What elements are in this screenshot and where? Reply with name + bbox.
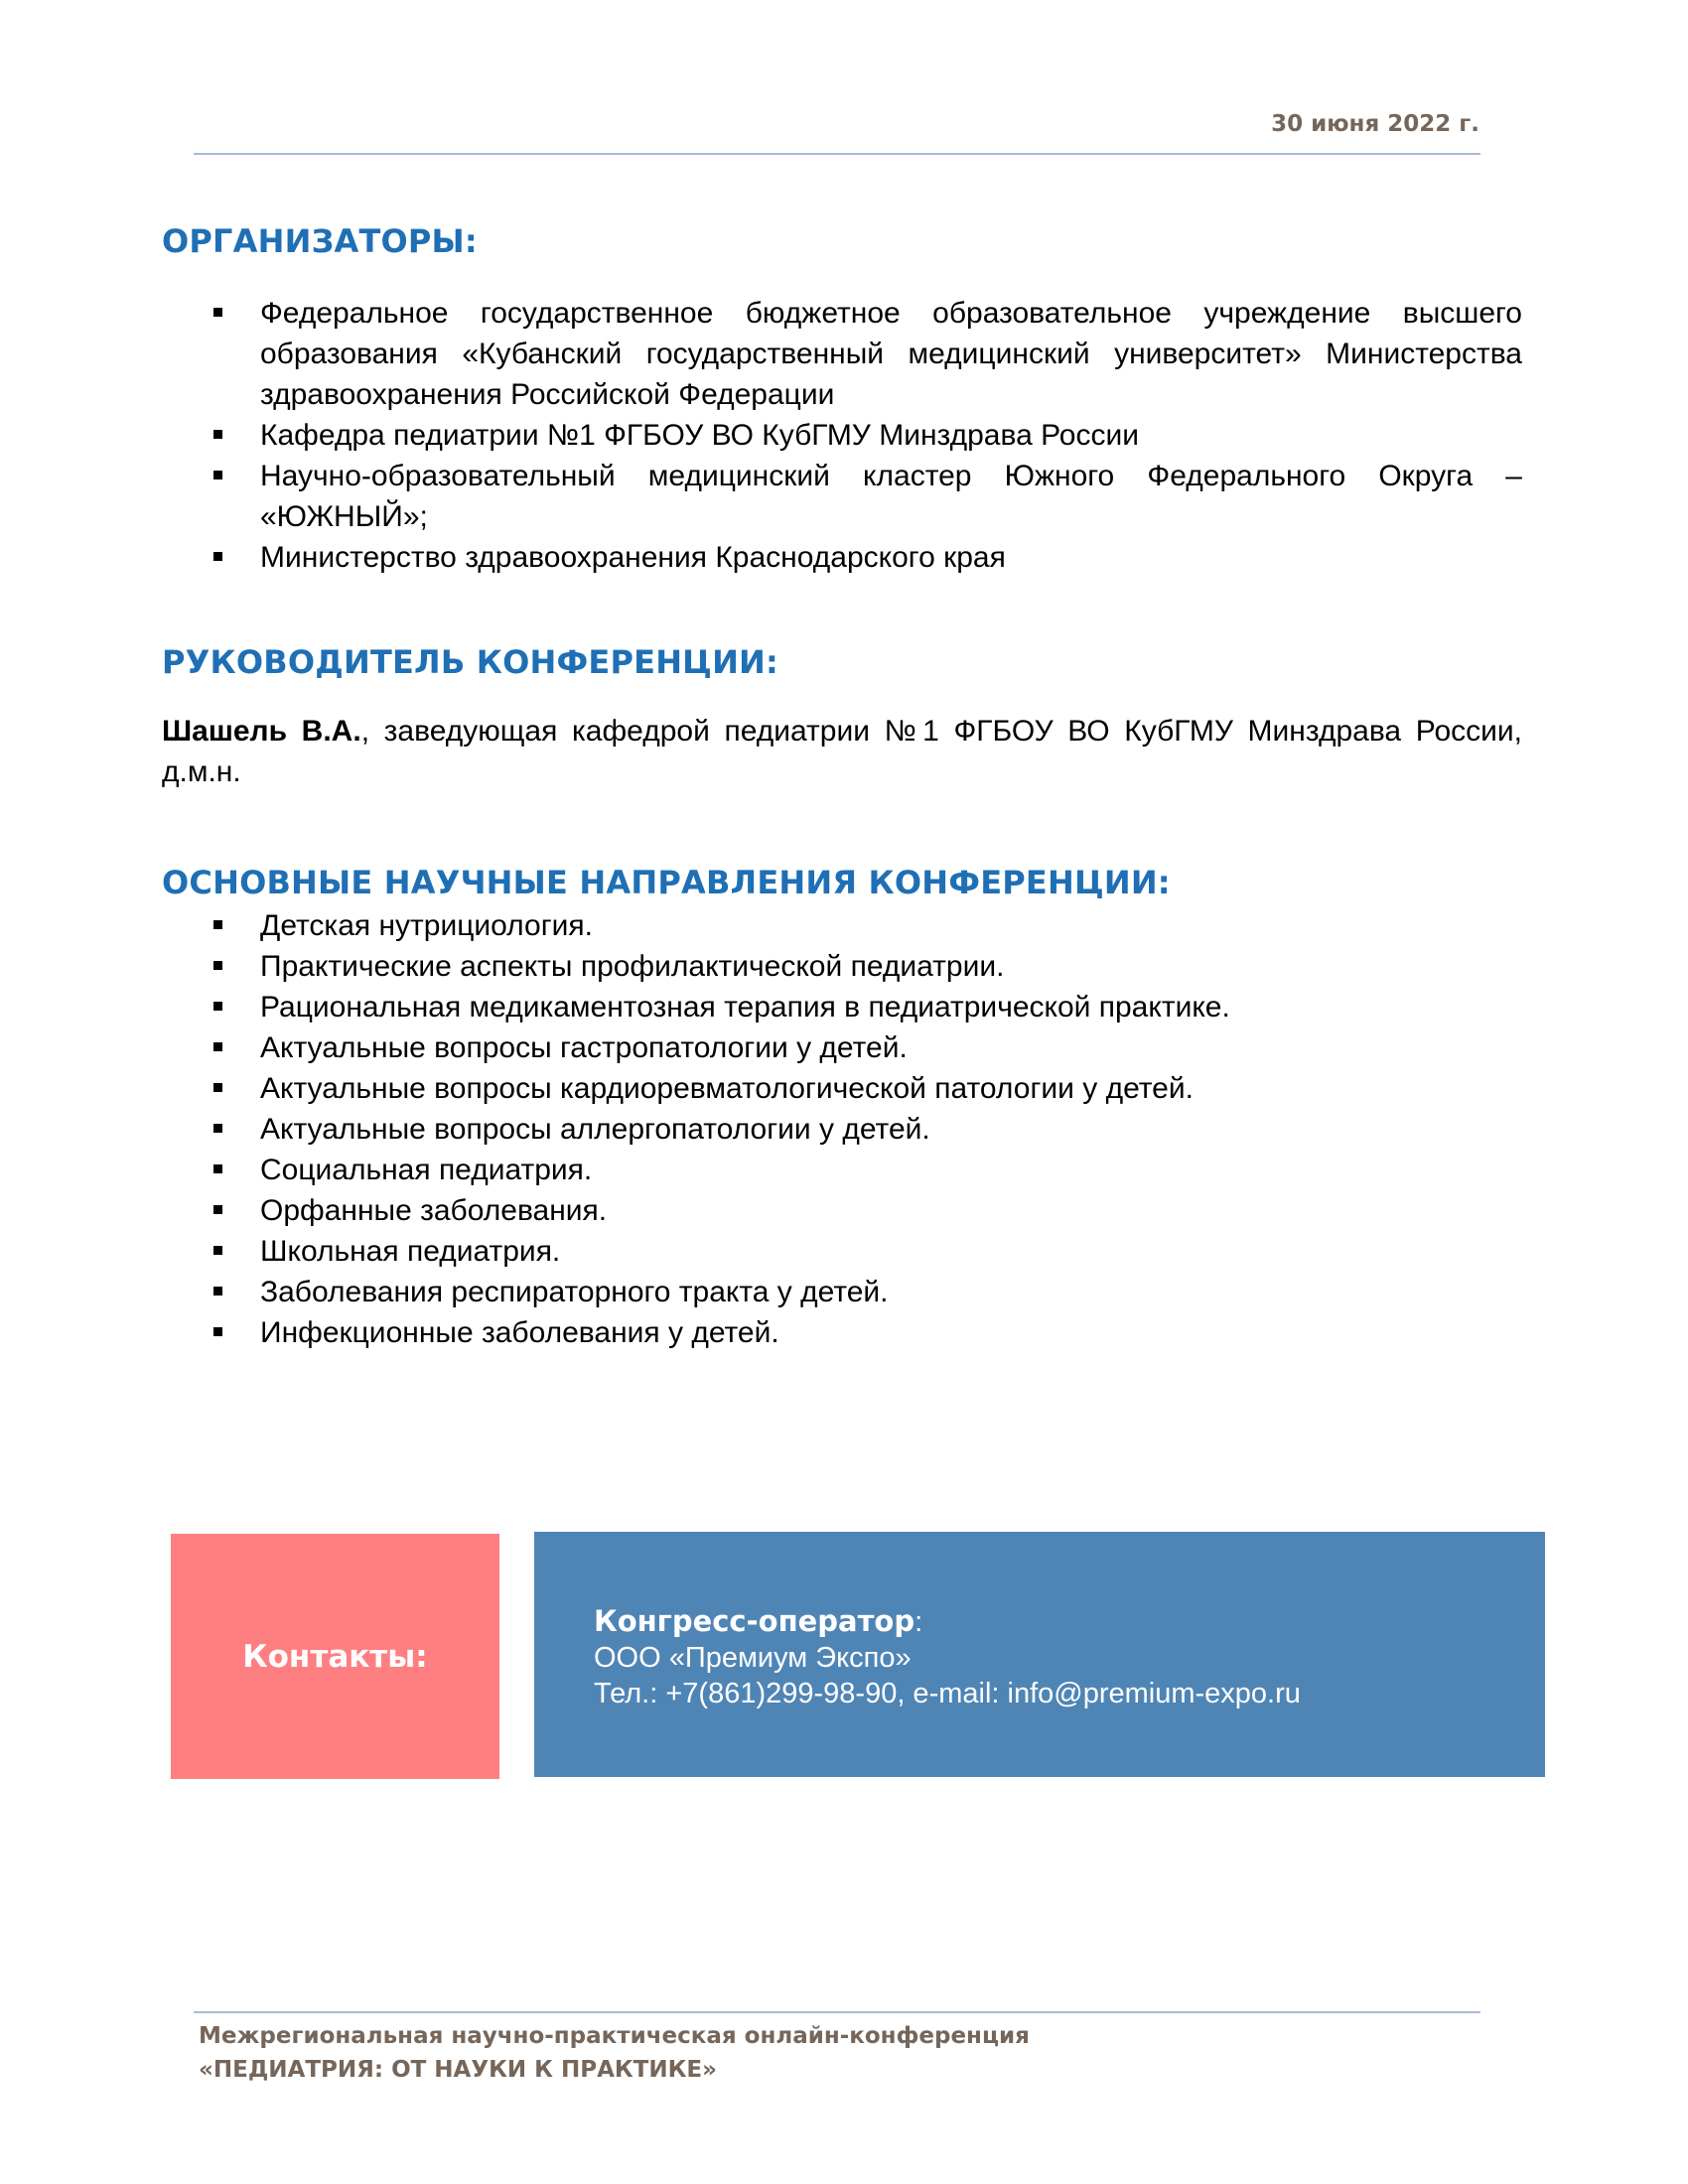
director-info	[162, 711, 1522, 792]
footer-line-1: Межрегиональная научно-практическая онлайн-конференция	[199, 2023, 1030, 2049]
contacts-label: Контакты:	[242, 1638, 428, 1675]
contacts-box	[171, 1534, 499, 1779]
header-date: 30 июня 2022 г.	[1271, 111, 1479, 137]
footer-rule	[194, 2011, 1480, 2013]
list-item: Практические аспекты профилактической педиатрии.	[162, 946, 1522, 987]
list-item: Инфекционные заболевания у детей.	[162, 1312, 1522, 1353]
operator-company: ООО «Премиум Экспо»	[594, 1642, 912, 1674]
operator-colon: :	[914, 1606, 923, 1638]
header-rule	[194, 153, 1480, 155]
directions-heading: ОСНОВНЫЕ НАУЧНЫЕ НАПРАВЛЕНИЯ КОНФЕРЕНЦИИ:	[162, 864, 1171, 901]
list-item: Заболевания респираторного тракта у детей.	[162, 1272, 1522, 1312]
list-item: Актуальные вопросы аллергопатологии у детей.	[162, 1109, 1522, 1150]
footer	[199, 2019, 1030, 2087]
list-item: Кафедра педиатрии №1 ФГБОУ ВО КубГМУ Минздрава России	[162, 415, 1522, 456]
list-item: Детская нутрициология.	[162, 905, 1522, 946]
operator-contacts: Тел.: +7(861)299-98-90, e-mail: info@premium-expo.ru	[594, 1678, 1301, 1709]
footer-line-2: «ПЕДИАТРИЯ: ОТ НАУКИ К ПРАКТИКЕ»	[199, 2057, 717, 2083]
list-item: Научно-образовательный медицинский кластер Южного Федерального Округа – «ЮЖНЫЙ»;	[162, 456, 1522, 537]
list-item: Рациональная медикаментозная терапия в педиатрической практике.	[162, 987, 1522, 1027]
director-name: Шашель В.А.	[162, 715, 361, 748]
list-item: Актуальные вопросы гастропатологии у детей.	[162, 1027, 1522, 1068]
list-item: Федеральное государственное бюджетное образовательное учреждение высшего образования «Кубанский государственный медицинский университет» Министерства здравоохранения Российской Федерации	[162, 293, 1522, 415]
directions-list	[162, 905, 1522, 1353]
list-item: Актуальные вопросы кардиоревматологической патологии у детей.	[162, 1068, 1522, 1109]
list-item: Орфанные заболевания.	[162, 1190, 1522, 1231]
operator-title-line	[594, 1603, 1545, 1640]
list-item: Министерство здравоохранения Краснодарского края	[162, 537, 1522, 578]
organizers-list	[162, 293, 1522, 578]
operator-box	[534, 1532, 1545, 1777]
organizers-heading: ОРГАНИЗАТОРЫ:	[162, 222, 478, 260]
list-item: Школьная педиатрия.	[162, 1231, 1522, 1272]
list-item: Социальная педиатрия.	[162, 1150, 1522, 1190]
director-description: , заведующая кафедрой педиатрии №1 ФГБОУ ВО КубГМУ Минздрава России, д.м.н.	[162, 715, 1523, 788]
director-heading: РУКОВОДИТЕЛЬ КОНФЕРЕНЦИИ:	[162, 643, 779, 681]
operator-title: Конгресс-оператор	[594, 1604, 915, 1638]
